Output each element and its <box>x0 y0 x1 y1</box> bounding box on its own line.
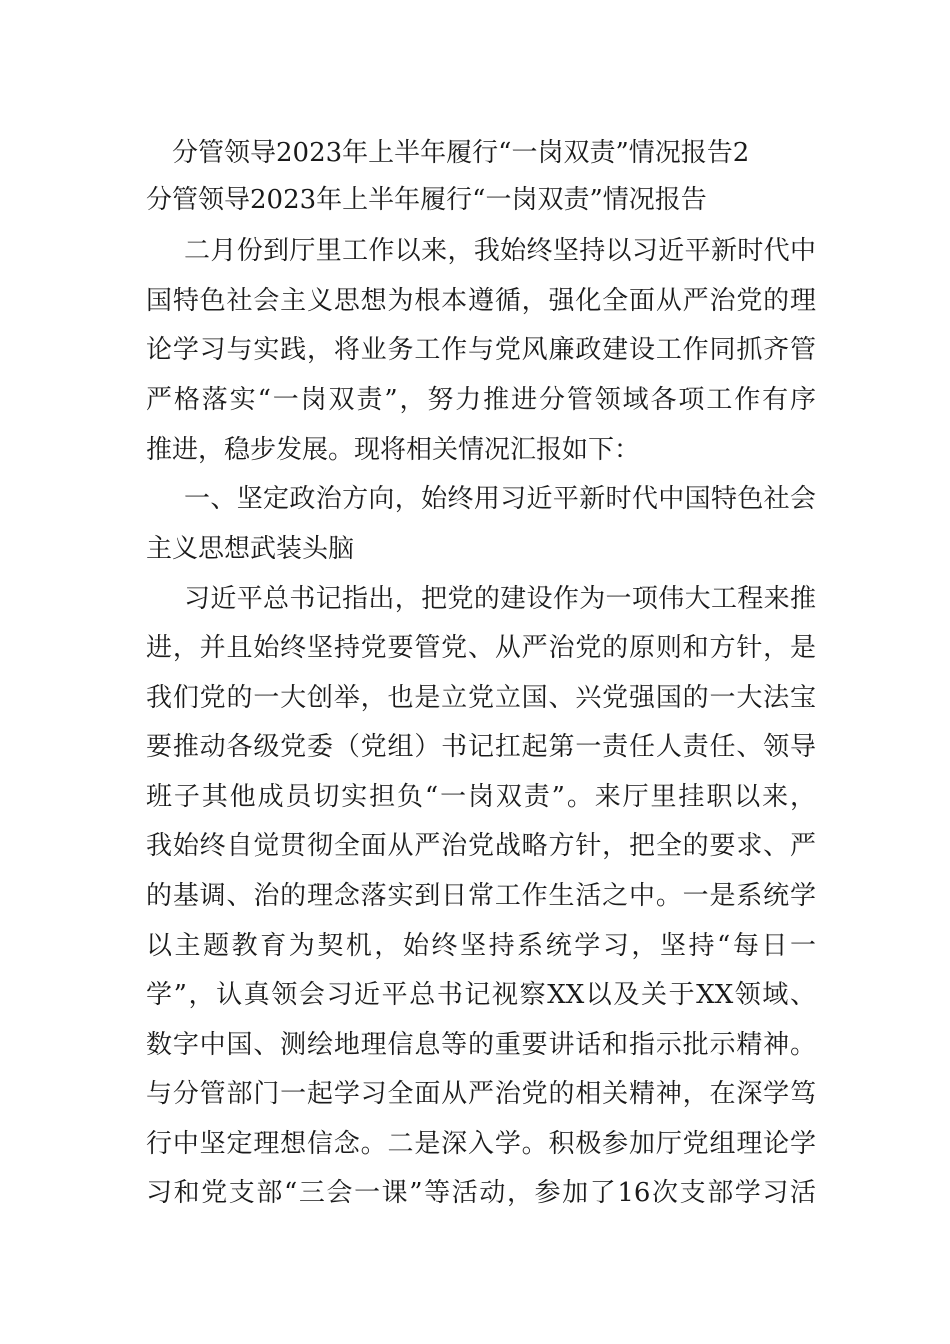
intro-line: 严格落实“一岗双责”，努力推进分管领域各项工作有序 <box>146 385 816 415</box>
section-heading: 一、坚定政治方向，始终用习近平新时代中国特色社会 <box>184 484 816 514</box>
body-line: 习和党支部“三会一课”等活动，参加了16次支部学习活 <box>146 1178 816 1208</box>
body-line: 与分管部门一起学习全面从严治党的相关精神，在深学笃 <box>146 1079 816 1109</box>
body-line: 习近平总书记指出，把党的建设作为一项伟大工程来推 <box>184 584 816 614</box>
intro-line: 论学习与实践，将业务工作与党风廉政建设工作同抓齐管 <box>146 335 816 365</box>
intro-line: 国特色社会主义思想为根本遵循，强化全面从严治党的理 <box>146 286 816 316</box>
body-line: 以主题教育为契机，始终坚持系统学习，坚持“每日一 <box>146 931 816 961</box>
section-heading: 主义思想武装头脑 <box>146 534 355 564</box>
body-line: 我们党的一大创举，也是立党立国、兴党强国的一大法宝 <box>146 683 816 713</box>
body-line: 数字中国、测绘地理信息等的重要讲话和指示批示精神。 <box>146 1030 816 1060</box>
document-subtitle: 分管领导2023年上半年履行“一岗双责”情况报告 <box>146 185 707 215</box>
document-title: 分管领导2023年上半年履行“一岗双责”情况报告2 <box>172 138 750 168</box>
body-line: 要推动各级党委（党组）书记扛起第一责任人责任、领导 <box>146 732 816 762</box>
body-line: 的基调、治的理念落实到日常工作生活之中。一是系统学 <box>146 881 816 911</box>
intro-line: 二月份到厅里工作以来，我始终坚持以习近平新时代中 <box>184 236 816 266</box>
body-line: 学”，认真领会习近平总书记视察XX以及关于XX领域、 <box>146 980 816 1010</box>
intro-line: 推进，稳步发展。现将相关情况汇报如下： <box>146 435 641 465</box>
body-line: 进，并且始终坚持党要管党、从严治党的原则和方针，是 <box>146 633 816 663</box>
body-line: 班子其他成员切实担负“一岗双责”。来厅里挂职以来， <box>146 782 816 812</box>
body-line: 行中坚定理想信念。二是深入学。积极参加厅党组理论学 <box>146 1129 816 1159</box>
body-line: 我始终自觉贯彻全面从严治党战略方针，把全的要求、严 <box>146 831 816 861</box>
